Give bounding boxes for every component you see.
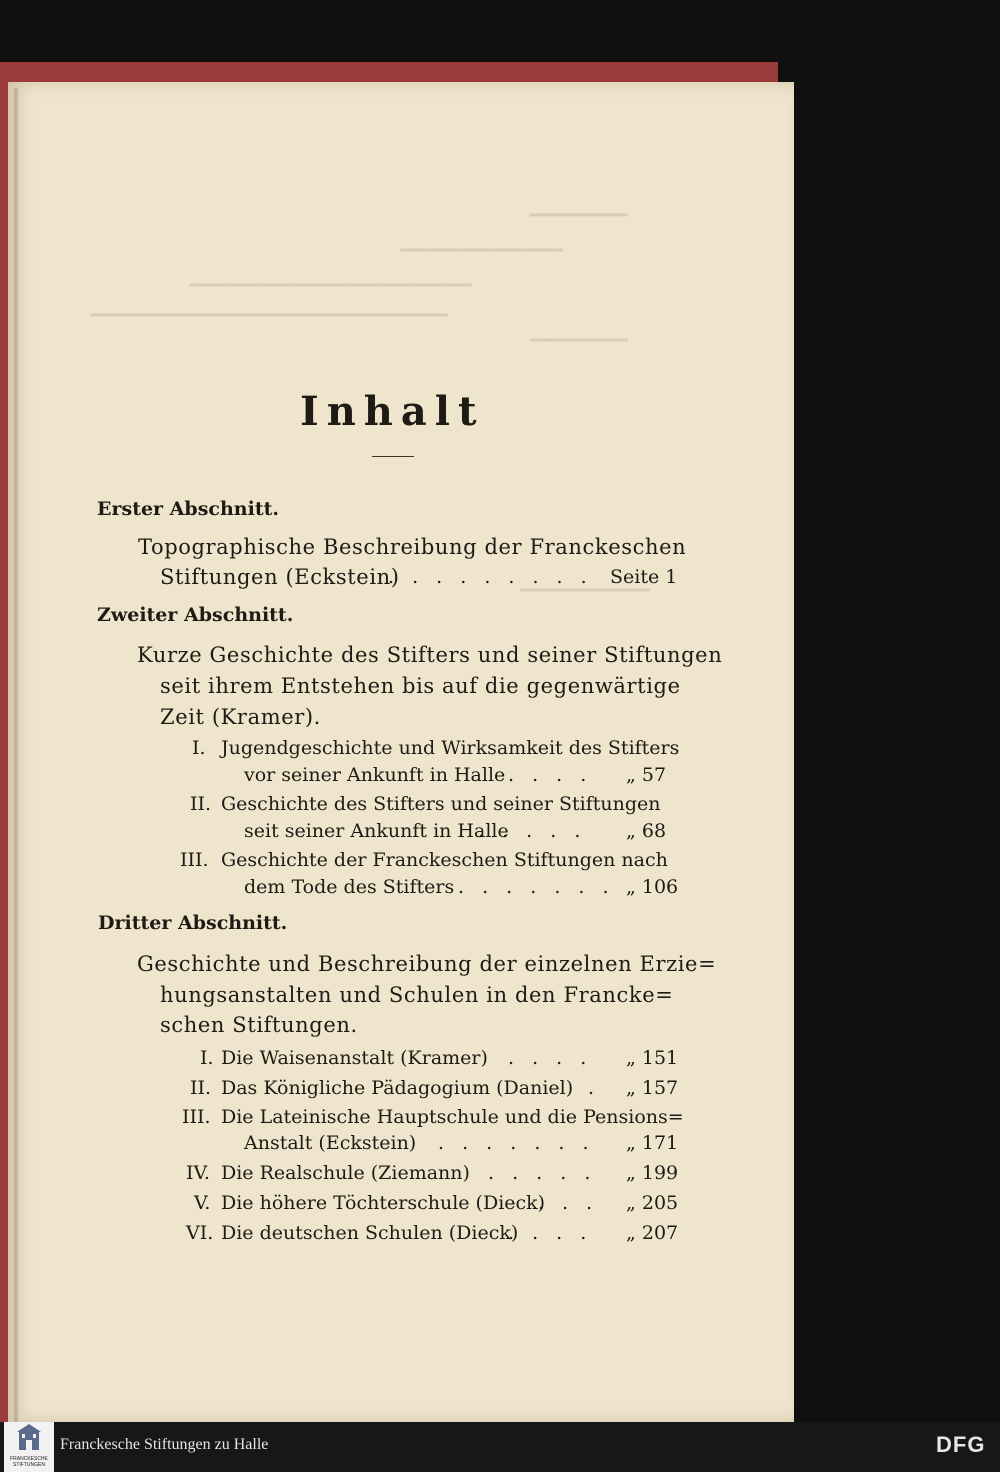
entry-text: vor seiner Ankunft in Halle (244, 764, 506, 786)
page-number: „ 151 (626, 1047, 679, 1069)
leader-dots: . . . . . (478, 820, 587, 842)
page-number: „ 207 (626, 1222, 679, 1244)
entry-number: VI. (186, 1222, 214, 1244)
entry-number: II. (190, 793, 212, 815)
leader-dots: . (588, 1077, 601, 1099)
bleed-through: ━━━━━━━━━━━━ (520, 580, 651, 601)
entry-number: II. (190, 1077, 212, 1099)
entry-number: V. (194, 1192, 211, 1214)
entry-text: Die Waisenanstalt (Kramer) (221, 1047, 488, 1069)
leader-dots: . . . . . . . . . (388, 566, 593, 588)
section-3-line-3: schen Stiftungen. (160, 1013, 358, 1037)
page-number: „ 199 (626, 1162, 679, 1184)
leader-dots: . . . . (508, 1222, 593, 1244)
section-2-line-1: Kurze Geschichte des Stifters und seiner Stiftungen (137, 643, 723, 667)
entry-number: IV. (186, 1162, 210, 1184)
section-2-line-3: Zeit (Kramer). (160, 705, 321, 729)
building-icon (4, 1422, 54, 1456)
entry-text: Jugendgeschichte und Wirksamkeit des Stifters (221, 737, 680, 759)
title-rule (372, 456, 414, 457)
bleed-through: ━━━━━━━━━ (530, 205, 628, 226)
leader-dots: . . . . (508, 764, 593, 786)
entry-text: seit seiner Ankunft in Halle (244, 820, 509, 842)
page-number: „ 106 (626, 876, 679, 898)
funder-logo: DFG (936, 1432, 986, 1457)
section-heading-1: Erster Abschnitt. (97, 498, 279, 520)
bleed-through: ━━━━━━━━━━━━━━━━━━━━━━━━━━ (190, 275, 472, 296)
page-gutter (14, 88, 18, 1422)
bleed-through: ━━━━━━━━━━━━━━━ (400, 240, 563, 261)
section-3-line-2: hungsanstalten und Schulen in den Francke= (160, 983, 674, 1007)
bleed-through: ━━━━━━━━━━━━━━━━━━━━━━━━━━━━━━━━━ (90, 305, 448, 326)
entry-text: Das Königliche Pädagogium (Daniel) (221, 1077, 574, 1099)
section-2-line-2: seit ihrem Entstehen bis auf die gegenwärtige (160, 674, 681, 698)
entry-number: I. (200, 1047, 214, 1069)
page-number: „ 68 (626, 820, 667, 842)
bleed-through: ━━━━━━━━━ (530, 330, 628, 351)
entry-number: III. (180, 849, 209, 871)
entry-text: dem Tode des Stifters (244, 876, 455, 898)
entry-number: III. (182, 1106, 211, 1128)
entry-number: I. (192, 737, 206, 759)
leader-dots: . . . . . . . (438, 1132, 595, 1154)
leader-dots: . . . . (508, 1047, 593, 1069)
section-3-line-1: Geschichte und Beschreibung der einzelnen Erzie= (137, 952, 717, 976)
page-number: „ 157 (626, 1077, 679, 1099)
entry-text: Die deutschen Schulen (Dieck) (221, 1222, 519, 1244)
entry-text: Die Realschule (Ziemann) (221, 1162, 470, 1184)
entry-text: Anstalt (Eckstein) (244, 1132, 417, 1154)
page-number: „ 205 (626, 1192, 679, 1214)
page-number: „ 171 (626, 1132, 679, 1154)
leader-dots: . . . (538, 1192, 599, 1214)
leader-dots: . . . . . (488, 1162, 597, 1184)
page-number: Seite 1 (610, 566, 678, 588)
section-heading-3: Dritter Abschnitt. (98, 912, 288, 934)
logo-text: FRANCKESCHE STIFTUNGEN (10, 1456, 48, 1468)
section-1-line-1: Topographische Beschreibung der Franckeschen (138, 535, 687, 559)
entry-text: Geschichte der Franckeschen Stiftungen nach (221, 849, 668, 871)
leader-dots: . . . . . . . (458, 876, 615, 898)
section-heading-2: Zweiter Abschnitt. (97, 604, 294, 626)
institution-name: Franckesche Stiftungen zu Halle (60, 1436, 269, 1453)
entry-text: Die höhere Töchterschule (Dieck) (221, 1192, 546, 1214)
entry-text: Geschichte des Stifters und seiner Stiftungen (221, 793, 661, 815)
page-number: „ 57 (626, 764, 667, 786)
institution-logo (4, 1422, 54, 1472)
entry-text: Die Lateinische Hauptschule und die Pensions= (221, 1106, 684, 1128)
section-1-line-2: Stiftungen (Eckstein) (160, 565, 400, 589)
page-title: Inhalt (300, 388, 485, 435)
